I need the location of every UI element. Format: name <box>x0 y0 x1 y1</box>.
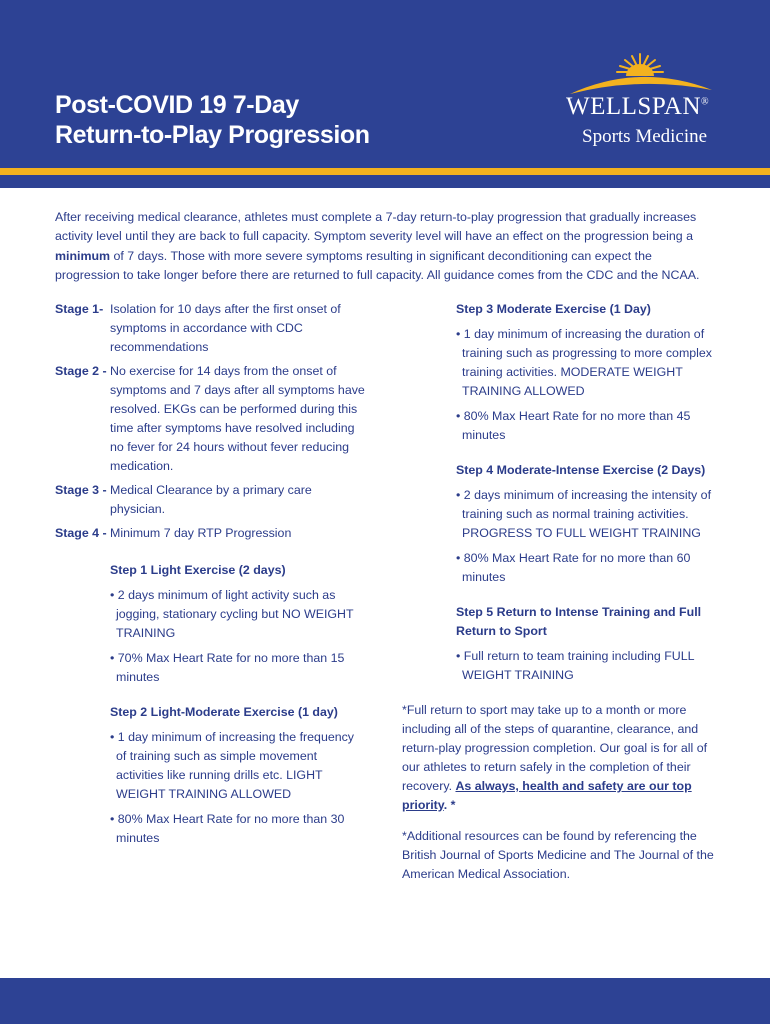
notes <box>402 701 720 884</box>
step-bullet: • 80% Max Heart Rate for no more than 30 minutes <box>110 812 345 845</box>
note-resources: *Additional resources can be found by referencing the British Journal of Sports Medicine and The Journal of the American Medical Association. <box>402 829 714 881</box>
stage-text: Minimum 7 day RTP Progression <box>110 526 292 540</box>
note-return-to-sport: *Full return to sport may take up to a month or more including all of the steps of quarantine, clearance, and return-play progression completion. Our goal is for all of our athletes to return safely in the completion of their recovery. As always, health and safety are our top priority. * <box>402 703 708 812</box>
step-bullet: • 1 day minimum of increasing the duration of training such as progressing to more complex training activities. MODERATE WEIGHT TRAINING ALLOWED <box>456 327 712 398</box>
stage-label: Stage 1- <box>55 302 104 316</box>
left-column <box>55 300 370 854</box>
right-column <box>402 300 720 896</box>
stage-label: Stage 3 - <box>55 483 107 497</box>
logo-brand: WELLSPAN® <box>566 93 710 120</box>
stage-item <box>55 300 370 357</box>
step-bullet: • Full return to team training including FULL WEIGHT TRAINING <box>456 649 695 682</box>
stage-item <box>55 481 370 519</box>
title-line-2: Return-to-Play Progression <box>55 121 370 149</box>
step-heading: Step 2 Light-Moderate Exercise (1 day) <box>110 705 338 719</box>
step-heading: Step 3 Moderate Exercise (1 Day) <box>456 302 651 316</box>
blue-stripe <box>0 175 770 188</box>
step-bullet: • 2 days minimum of light activity such as jogging, stationary cycling but NO WEIGHT TRAINING <box>110 588 354 640</box>
stage-item <box>55 524 370 543</box>
intro-paragraph: After receiving medical clearance, athletes must complete a 7-day return-to-play progression that gradually increases activity level until they are back to full capacity. Symptom severity level will have an effect on the progression being a minimum of 7 days. Those with more severe symptoms resulting in significant deconditioning can expect the progression to take longer before there are returned to full capacity. All guidance comes from the CDC and the NCAA. <box>55 210 700 283</box>
step-bullet: • 70% Max Heart Rate for no more than 15 minutes <box>110 651 345 684</box>
stage-label: Stage 2 - <box>55 364 107 378</box>
title-line-1: Post-COVID 19 7-Day <box>55 91 299 119</box>
step-bullet: • 80% Max Heart Rate for no more than 45 minutes <box>456 409 691 442</box>
page-title <box>55 90 370 150</box>
steps-right <box>456 300 718 685</box>
wellspan-logo <box>560 50 720 150</box>
step-heading: Step 4 Moderate-Intense Exercise (2 Days) <box>456 463 706 477</box>
stage-label: Stage 4 - <box>55 526 107 540</box>
step-heading: Step 5 Return to Intense Training and Full Return to Sport <box>456 605 702 638</box>
health-safety-link[interactable]: As always, health and safety are our top priority <box>402 779 692 812</box>
stage-text: No exercise for 14 days from the onset of symptoms and 7 days after all symptoms have resolved. EKGs can be performed during this time after symptoms have resolved including no fever for 24 hours without fever reducing medication. <box>110 364 365 473</box>
step-bullet: • 2 days minimum of increasing the intensity of training such as normal training activities. PROGRESS TO FULL WEIGHT TRAINING <box>456 488 712 540</box>
step-bullet: • 1 day minimum of increasing the frequency of training such as simple movement activities like running drills etc. LIGHT WEIGHT TRAINING ALLOWED <box>110 730 355 801</box>
logo-subtitle: Sports Medicine <box>582 126 708 147</box>
step-bullet: • 80% Max Heart Rate for no more than 60 minutes <box>456 551 691 584</box>
footer-band <box>0 978 770 1024</box>
stage-item <box>55 362 370 476</box>
stage-text: Medical Clearance by a primary care physician. <box>110 483 312 516</box>
step-heading: Step 1 Light Exercise (2 days) <box>110 563 286 577</box>
stage-text: Isolation for 10 days after the first onset of symptoms in accordance with CDC recommendations <box>110 302 341 354</box>
gold-stripe <box>0 168 770 175</box>
steps-left <box>110 561 365 848</box>
